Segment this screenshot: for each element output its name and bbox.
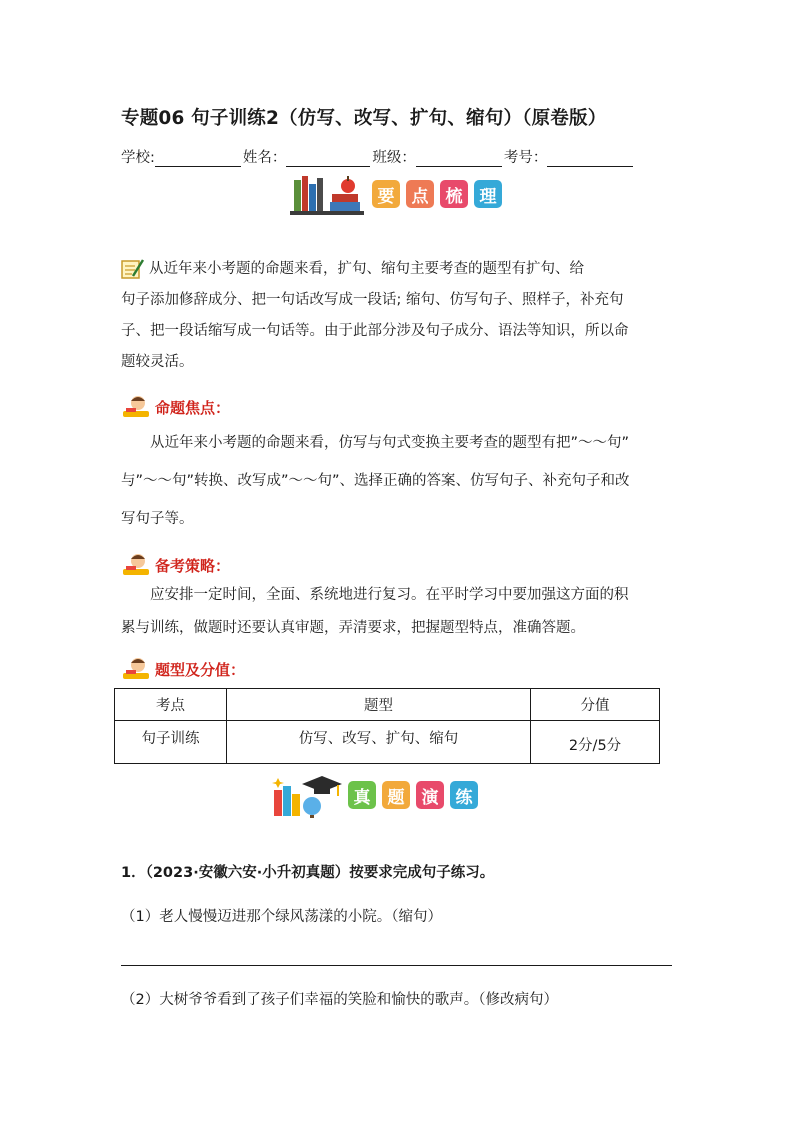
question-1-part-2: （2）大树爷爷看到了孩子们幸福的笑脸和愉快的歌声。（修改病句） [121, 992, 558, 1008]
strategy-line-2: 累与训练，做题时还要认真审题，弄清要求，把握题型特点，准确答题。 [121, 620, 585, 636]
student-info-line [121, 146, 635, 167]
banner-key-points-tiles [372, 180, 508, 208]
intro-line-2: 句子添加修辞成分、把一句话改写成一段话; 缩句、仿写句子、照样子，补充句 [121, 292, 624, 308]
question-1: 1．（2023·安徽六安·小升初真题）按要求完成句子练习。 [121, 865, 495, 881]
banner-tile-4: 理 [474, 180, 502, 208]
student-reading-icon [121, 552, 151, 578]
banner-practice [272, 772, 484, 818]
table-row [115, 721, 660, 764]
strategy-paragraph [121, 579, 673, 645]
class-blank[interactable] [416, 151, 502, 167]
section-heading-focus [121, 394, 230, 420]
school-blank[interactable] [155, 151, 241, 167]
intro-line-3: 子、把一段话缩写成一句话等。由于此部分涉及句子成分、语法等知识，所以命 [121, 323, 629, 339]
score-table [114, 688, 660, 764]
student-reading-icon [121, 656, 151, 682]
table-header-row [115, 689, 660, 721]
page-title: 专题06 句子训练2（仿写、改写、扩句、缩句）（原卷版） [121, 108, 607, 129]
section-heading-strategy-label: 备考策略： [155, 556, 231, 575]
banner-key-points [290, 172, 508, 216]
school-label: 学校: [121, 150, 155, 166]
intro-line-1: 从近年来小考题的命题来看，扩句、缩句主要考查的题型有扩句、给 [149, 261, 584, 277]
focus-paragraph [121, 424, 673, 538]
table-cell: 句子训练 [115, 721, 227, 764]
notebook-pen-icon [121, 258, 145, 280]
name-blank[interactable] [286, 151, 370, 167]
student-reading-icon [121, 394, 151, 420]
table-cell: 2分/5分 [531, 721, 660, 764]
name-label: 姓名： [242, 150, 287, 166]
banner-tile-1: 要 [372, 180, 400, 208]
section-heading-focus-label: 命题焦点： [155, 398, 231, 417]
focus-line-1: 从近年来小考题的命题来看，仿写与句式变换主要考查的题型有把”～～句” [150, 435, 630, 451]
class-label: 班级： [372, 150, 416, 166]
banner-tile-3: 演 [416, 781, 444, 809]
table-cell: 仿写、改写、扩句、缩句 [227, 721, 531, 764]
section-heading-strategy [121, 552, 230, 578]
answer-line[interactable] [121, 965, 672, 966]
table-header-cell: 考点 [115, 689, 227, 721]
banner-tile-2: 点 [406, 180, 434, 208]
strategy-line-1: 应安排一定时间，全面、系统地进行复习。在平时学习中要加强这方面的积 [150, 587, 629, 603]
focus-line-2: 与”～～句”转换、改写成”～～句”、选择正确的答案、仿写句子、补充句子和改 [121, 473, 630, 489]
table-header-cell: 分值 [531, 689, 660, 721]
table-header-cell: 题型 [227, 689, 531, 721]
focus-line-3: 写句子等。 [121, 511, 194, 527]
banner-tile-4: 练 [450, 781, 478, 809]
intro-line-4: 题较灵活。 [121, 354, 194, 370]
bookshelf-apple-icon [290, 172, 364, 216]
question-1-part-1: （1）老人慢慢迈进那个绿风荡漾的小院。（缩句） [121, 909, 442, 925]
exam-number-blank[interactable] [547, 151, 633, 167]
intro-paragraph [121, 254, 673, 378]
section-heading-score [121, 656, 245, 682]
books-graduation-cap-icon [272, 772, 342, 818]
banner-tile-3: 梳 [440, 180, 468, 208]
banner-tile-2: 题 [382, 781, 410, 809]
section-heading-score-label: 题型及分值： [155, 660, 246, 679]
banner-tile-1: 真 [348, 781, 376, 809]
banner-practice-tiles [348, 781, 484, 809]
exam-number-label: 考号： [503, 150, 548, 166]
